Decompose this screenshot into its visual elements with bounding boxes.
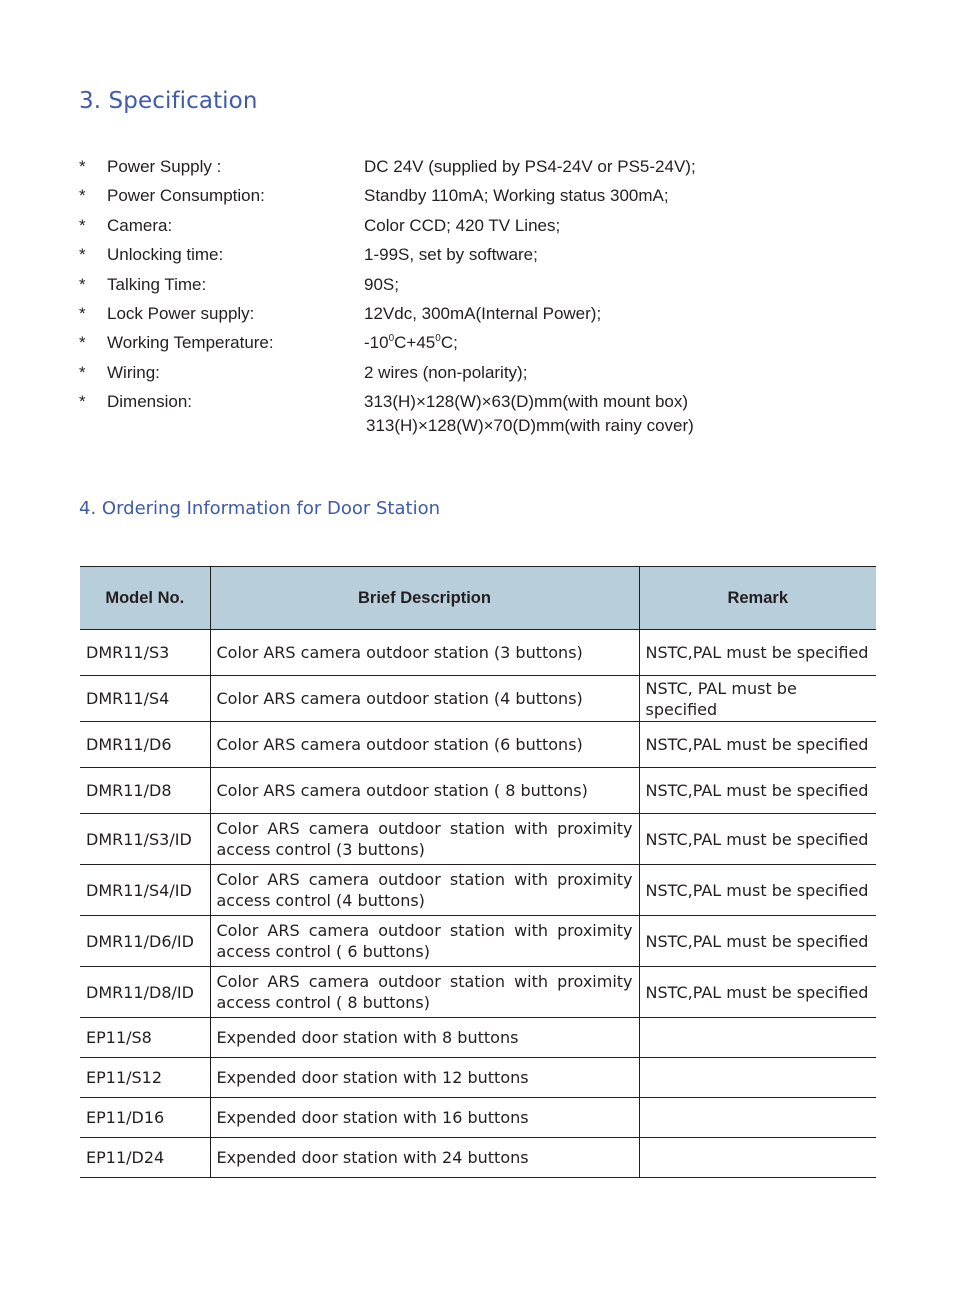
cell-description: Color ARS camera outdoor station with proximity access control (4 buttons) [210, 865, 639, 916]
spec-label: Camera: [107, 215, 173, 235]
spec-label: Power Consumption: [107, 186, 265, 206]
header-description: Brief Description [210, 567, 639, 630]
table-row [80, 814, 876, 865]
table-row [80, 676, 876, 722]
bullet: * [79, 215, 86, 235]
cell-model: DMR11/D8 [80, 768, 210, 814]
bullet: * [79, 186, 86, 206]
spec-item-lock-power-supply [79, 302, 779, 331]
degree-mark: 0 [435, 333, 441, 345]
spec-item-wiring [79, 361, 779, 390]
spec-item-power-consumption [79, 184, 779, 213]
bullet: * [79, 245, 86, 265]
spec-item-talking-time [79, 273, 779, 302]
table-row [80, 865, 876, 916]
header-remark: Remark [639, 567, 876, 630]
table-row [80, 1058, 876, 1098]
cell-remark: NSTC,PAL must be specified [639, 768, 876, 814]
cell-remark: NSTC,PAL must be specified [639, 865, 876, 916]
cell-description: Expended door station with 8 buttons [210, 1018, 639, 1058]
spec-label: Lock Power supply: [107, 303, 255, 323]
spec-label: Working Temperature: [107, 333, 274, 353]
cell-description: Color ARS camera outdoor station ( 8 buttons) [210, 768, 639, 814]
cell-remark: NSTC, PAL must be specified [639, 676, 876, 722]
table-row [80, 916, 876, 967]
spec-item-power-supply [79, 155, 779, 184]
temp-max: C+45 [394, 333, 436, 353]
spec-value [364, 331, 458, 354]
bullet: * [79, 362, 86, 382]
spec-label: Dimension: [107, 392, 193, 412]
cell-model: DMR11/D8/ID [80, 967, 210, 1018]
cell-remark [639, 1058, 876, 1098]
degree-mark: 0 [388, 333, 395, 345]
spec-value: Standby 110mA; Working status 300mA; [364, 186, 669, 206]
section-4-title: 4. Ordering Information for Door Station [79, 498, 440, 519]
cell-remark [639, 1138, 876, 1178]
cell-description: Color ARS camera outdoor station with proximity access control (3 buttons) [210, 814, 639, 865]
cell-description: Expended door station with 12 buttons [210, 1058, 639, 1098]
bullet: * [79, 274, 86, 294]
spec-value: 1-99S, set by software; [364, 245, 538, 265]
spec-item-working-temperature [79, 331, 779, 360]
header-model: Model No. [80, 567, 210, 630]
cell-model: DMR11/D6/ID [80, 916, 210, 967]
table-row [80, 722, 876, 768]
bullet: * [79, 303, 86, 323]
spec-label: Wiring: [107, 362, 160, 382]
cell-remark: NSTC,PAL must be specified [639, 722, 876, 768]
cell-description: Color ARS camera outdoor station with proximity access control ( 8 buttons) [210, 967, 639, 1018]
cell-model: DMR11/S3/ID [80, 814, 210, 865]
table-header-row [80, 567, 876, 630]
cell-description: Color ARS camera outdoor station with proximity access control ( 6 buttons) [210, 916, 639, 967]
spec-value: 90S; [364, 274, 399, 294]
cell-remark [639, 1018, 876, 1058]
spec-item-camera [79, 214, 779, 243]
spec-value: Color CCD; 420 TV Lines; [364, 215, 561, 235]
section-3-title: 3. Specification [79, 88, 258, 114]
cell-model: EP11/D16 [80, 1098, 210, 1138]
cell-description: Expended door station with 24 buttons [210, 1138, 639, 1178]
cell-model: EP11/S8 [80, 1018, 210, 1058]
table-row [80, 630, 876, 676]
spec-label: Talking Time: [107, 274, 207, 294]
bullet: * [79, 333, 86, 353]
temp-unit: C; [440, 333, 458, 353]
ordering-table [80, 566, 876, 1178]
spec-value-secondary: 313(H)×128(W)×70(D)mm(with rainy cover) [366, 416, 694, 436]
table-row [80, 967, 876, 1018]
spec-item-dimension [79, 390, 779, 436]
cell-model: EP11/D24 [80, 1138, 210, 1178]
table-row [80, 768, 876, 814]
cell-remark: NSTC,PAL must be specified [639, 630, 876, 676]
cell-model: DMR11/S3 [80, 630, 210, 676]
cell-description: Color ARS camera outdoor station (6 buttons) [210, 722, 639, 768]
spec-value: 2 wires (non-polarity); [364, 362, 528, 382]
cell-description: Color ARS camera outdoor station (4 buttons) [210, 676, 639, 722]
cell-description: Expended door station with 16 buttons [210, 1098, 639, 1138]
cell-description: Color ARS camera outdoor station (3 buttons) [210, 630, 639, 676]
cell-model: DMR11/S4 [80, 676, 210, 722]
cell-remark: NSTC,PAL must be specified [639, 814, 876, 865]
cell-remark: NSTC,PAL must be specified [639, 967, 876, 1018]
temp-min: -10 [364, 333, 389, 353]
cell-model: EP11/S12 [80, 1058, 210, 1098]
cell-remark [639, 1098, 876, 1138]
table-row [80, 1138, 876, 1178]
spec-item-unlocking-time [79, 243, 779, 272]
table-row [80, 1098, 876, 1138]
bullet: * [79, 157, 86, 176]
spec-label: Unlocking time: [107, 245, 224, 265]
spec-label: Power Supply : [107, 157, 222, 176]
spec-value: 313(H)×128(W)×63(D)mm(with mount box) [364, 392, 689, 412]
specification-list [79, 155, 779, 436]
spec-value: 12Vdc, 300mA(Internal Power); [364, 303, 602, 323]
cell-remark: NSTC,PAL must be specified [639, 916, 876, 967]
spec-value: DC 24V (supplied by PS4-24V or PS5-24V); [364, 157, 696, 176]
cell-model: DMR11/D6 [80, 722, 210, 768]
cell-model: DMR11/S4/ID [80, 865, 210, 916]
table-row [80, 1018, 876, 1058]
bullet: * [79, 392, 86, 412]
